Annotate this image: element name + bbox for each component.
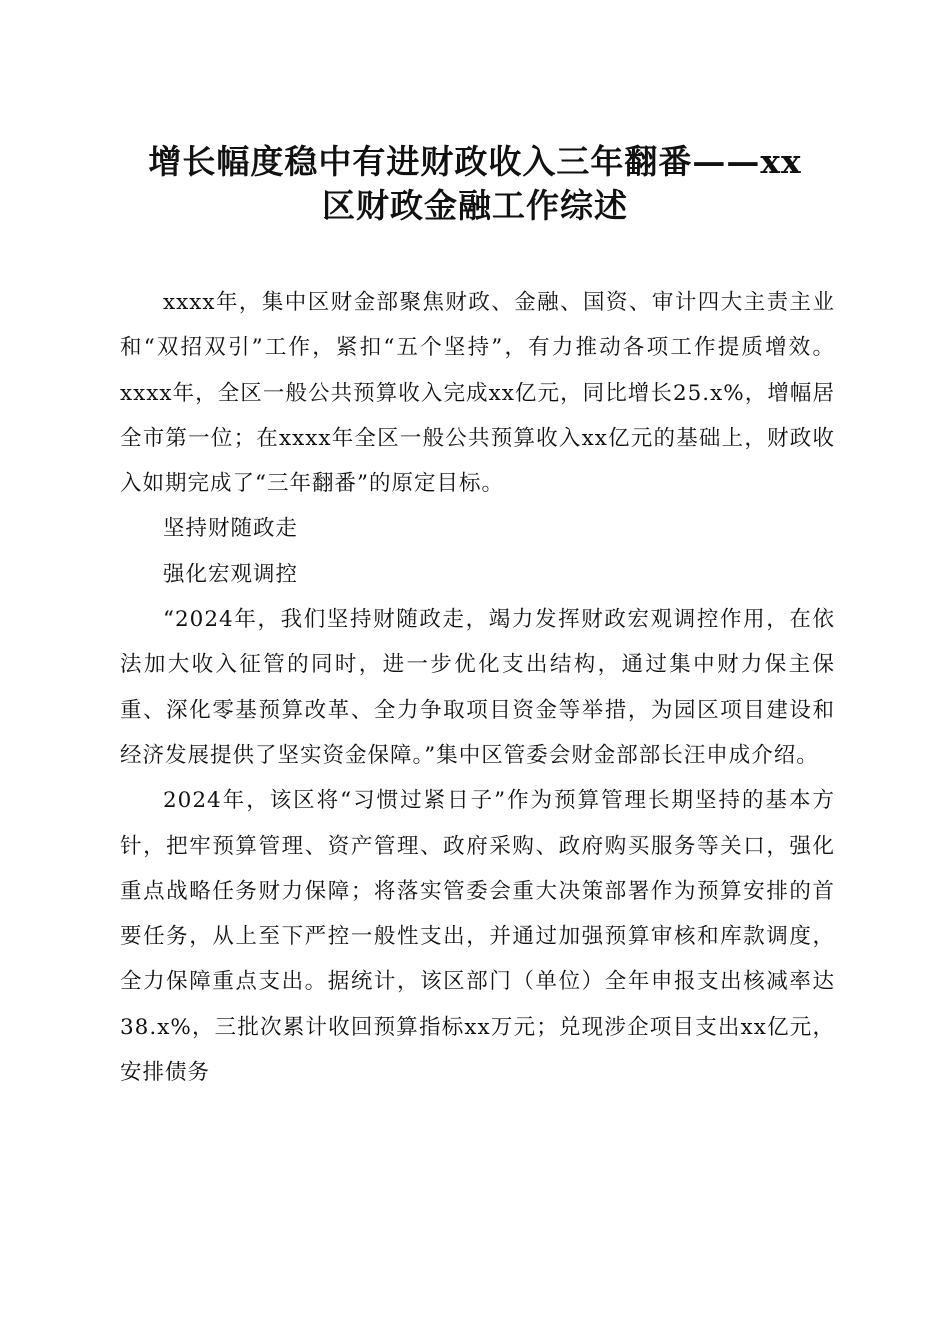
document-body xyxy=(120,280,835,1095)
budget-paragraph: 2024年，该区将“习惯过紧日子”作为预算管理长期坚持的基本方针，把牢预算管理、资产管理、政府采购、政府购买服务等关口，强化重点战略任务财力保障；将落实管委会重大决策部署作为预算安排的首要任务，从上至下严控一般性支出，并通过加强预算审核和库款调度，全力保障重点支出。据统计，该区部门（单位）全年申报支出核减率达38.x%，三批次累计收回预算指标xx万元；兑现涉企项目支出xx亿元，安排债务 xyxy=(120,788,835,1086)
title-line-2: 区财政金融工作综述 xyxy=(322,186,628,225)
intro-paragraph: xxxx年，集中区财金部聚焦财政、金融、国资、审计四大主责主业和“双招双引”工作，紧扣“五个坚持”，有力推动各项工作提质增效。xxxx年，全区一般公共预算收入完成xx亿元，同比增长25.x%，增幅居全市第一位；在xxxx年全区一般公共预算收入xx亿元的基础上，财政收入如期完成了“三年翻番”的原定目标。 xyxy=(120,290,835,497)
document-title xyxy=(110,140,840,228)
title-line-1: 增长幅度稳中有进财政收入三年翻番——xx xyxy=(148,142,802,181)
section-heading-1: 坚持财随政走 xyxy=(163,516,299,542)
section-heading-2: 强化宏观调控 xyxy=(163,561,299,587)
quote-paragraph: “2024年，我们坚持财随政走，竭力发挥财政宏观调控作用，在依法加大收入征管的同时，进一步优化支出结构，通过集中财力保主保重、深化零基预算改革、全力争取项目资金等举措，为园区项目建设和经济发展提供了坚实资金保障。”集中区管委会财金部部长汪申成介绍。 xyxy=(120,607,835,768)
